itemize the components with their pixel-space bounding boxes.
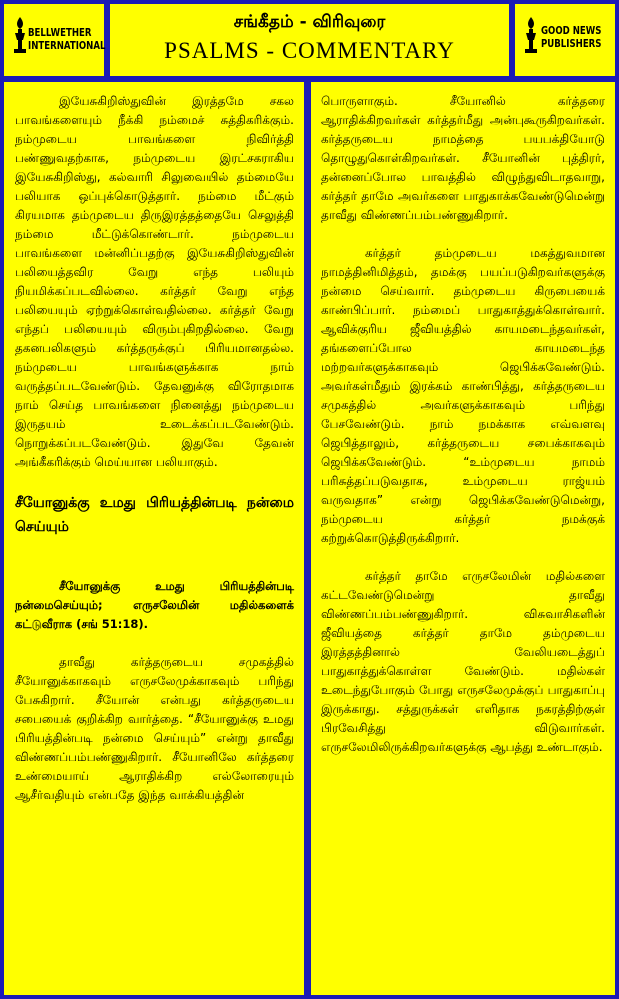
section-heading: சீயோனுக்கு உமது பிரியத்தின்படி நன்மை செய்யும் — [15, 495, 294, 535]
bellwether-logo — [4, 4, 104, 76]
paragraph: இயேசுகிறிஸ்துவின் இரத்தமே சகல பாவங்களையும் நீக்கி நம்மைச் சுத்திகரிக்கும். நம்முடைய பாவங்களை நிவிர்த்தி பண்ணுவதற்காக, நம்முடைய இரட்சகராகிய இயேசுகிறிஸ்து, கல்வாரி சிலுவையில் தம்மையே பலியாக ஒப்புக்கொடுத்தார். நம்மை மீட்கும் கிரயமாக தம்முடைய திருஇரத்தத்தையே செலுத்தி நம்மை மீட்டுக்கொண்டார். நம்முடைய பாவங்களை மன்னிப்பதற்கு இயேசுகிறிஸ்துவின் பலியைத்தவிர வேறு எந்த பலியும் நியமிக்கப்படவில்லை. கர்த்தர் வேறு எந்த பலியையும் ஏற்றுக்கொள்வதில்லை. கர்த்தர் வேறு எந்தப் பலியையும் விரும்புகிறதில்லை. வேறு தகனபலிகளும் கர்த்தருக்குப் பிரியமானதல்ல. நம்முடைய பாவங்களுக்காக நாம் வருத்தப்படவேண்டும். தேவனுக்கு விரோதமாக நாம் செய்த பாவங்களை நினைத்து நம்முடைய இருதயம் உடைக்கப்படவேண்டும். நொறுக்கப்படவேண்டும். இதுவே தேவன் அங்கீகரிக்கும் மெய்யான பலியாகும். — [15, 94, 294, 469]
good-news-logo-text: GOOD NEWS PUBLISHERS — [541, 24, 602, 50]
lamp-icon — [12, 16, 28, 56]
bellwether-logo-text: BELLWETHER INTERNATIONAL — [28, 26, 106, 52]
paragraph: பொருளாகும். சீயோனில் கர்த்தரை ஆராதிக்கிறவர்கள் கர்த்தர்மீது அன்புகூருகிறவர்கள். கர்த்தருடைய நாமத்தை பயபக்தியோடு தொழுதுகொள்கிறவர்கள். சீயோனின் புத்திரர், தன்னைப்போல பாவத்தில் விழுந்துவிடாதவாறு, கர்த்தர் தாமே அவர்களை பாதுகாக்கவேண்டுமென்று தாவீது விண்ணப்பம்பண்ணுகிறார். — [321, 94, 605, 222]
lamp-icon — [523, 16, 539, 56]
page-header — [110, 4, 509, 76]
paragraph: கர்த்தர் தாமே எருசலேமின் மதில்களை கட்டவேண்டுமென்று தாவீது விண்ணப்பம்பண்ணுகிறார். விசுவாசிகளின் ஜீவியத்தை கர்த்தர் தாமே தம்முடைய இரத்தத்தினால் வேலியடைத்துப் பாதுகாத்துக்கொள்ள வேண்டும். மதில்கள் உடைந்துபோகும் போது எருசலேமுக்குப் பாதுகாப்பு இருக்காது. சத்துருக்கள் எளிதாக நகரத்திற்குள் பிரவேசித்து விடுவார்கள். எருசலேமிலிருக்கிறவர்களுக்கு ஆபத்து உண்டாகும். — [321, 569, 605, 754]
good-news-logo — [515, 4, 615, 76]
title-english: PSALMS - COMMENTARY — [164, 38, 455, 63]
paragraph: கர்த்தர் தம்முடைய மகத்துவமான நாமத்தினிமித்தம், தமக்கு பயப்படுகிறவர்களுக்கு நன்மை செய்வார். தம்முடைய கிருபையைக் காண்பிப்பார். நம்மைப் பாதுகாத்துக்கொள்வார். ஆவிக்குரிய ஜீவியத்தில் காயமடைந்தவர்கள், தங்களைப்போல காயமடைந்த மற்றவர்களுக்காகவும் ஜெபிக்கவேண்டும். அவர்கள்மீதும் இரக்கம் காண்பித்து, கர்த்தருடைய சமுகத்தில் அவர்களுக்காகவும் பரிந்து பேசவேண்டும். நாம் நமக்காக எவ்வளவு ஜெபித்தாலும், கர்த்தருடைய சபைக்காகவும் ஜெபிக்கவேண்டும். “உம்முடைய நாமம் பரிசுத்தப்படுவதாக, உம்முடைய ராஜ்யம் வருவதாக” என்று ஜெபிக்கவேண்டுமென்று, நம்முடைய கர்த்தர் நமக்குக் கற்றுக்கொடுத்திருக்கிறார். — [321, 246, 605, 545]
verse-quote: சீயோனுக்கு உமது பிரியத்தின்படி நன்மைசெய்யும்; எருசலேமின் மதில்களைக் கட்டுவீராக (சங் 51:18). — [15, 579, 294, 631]
paragraph: தாவீது கர்த்தருடைய சமுகத்தில் சீயோனுக்காகவும் எருசலேமுக்காகவும் பரிந்து பேசுகிறார். சீயோன் என்பது கர்த்தருடைய சபையைக் குறிக்கிற வார்த்தை. “சீயோனுக்கு உமது பிரியத்தின்படி நன்மை செய்யும்” என்று தாவீது விண்ணப்பம்பண்ணுகிறார். சீயோனிலே கர்த்தரை உண்மையாய் ஆராதிக்கிற எல்லோரையும் ஆசீர்வதியும் என்பதே இந்த வாக்கியத்தின் — [15, 655, 294, 802]
right-column — [311, 82, 615, 995]
left-column — [4, 82, 304, 995]
title-tamil: சங்கீதம் - விரிவுரை — [233, 12, 386, 32]
